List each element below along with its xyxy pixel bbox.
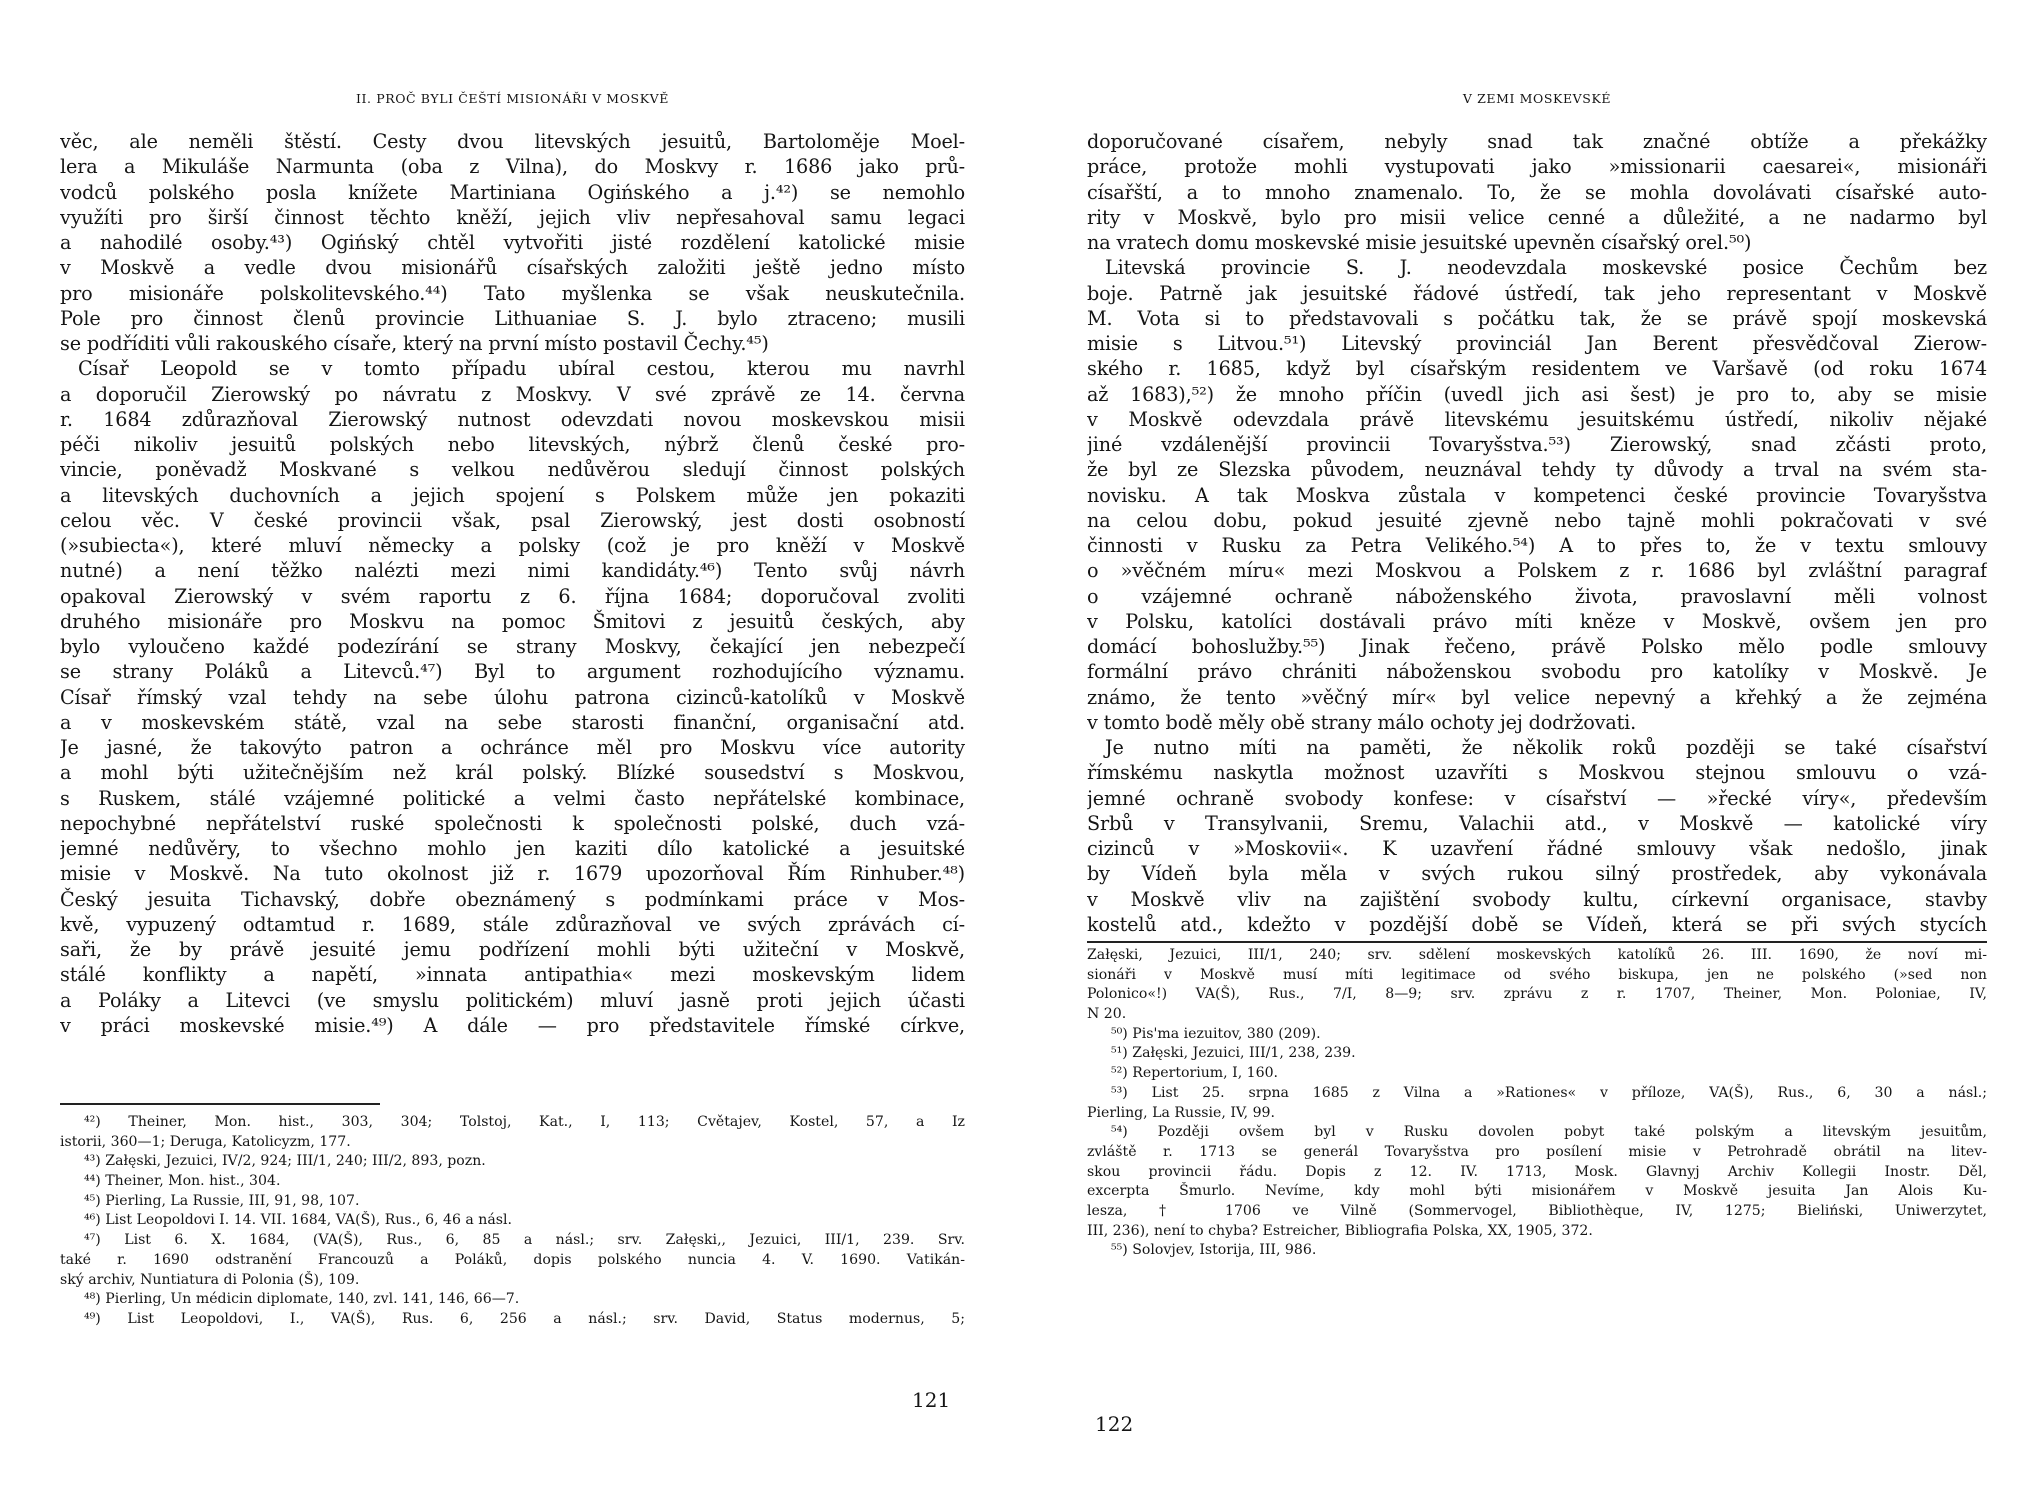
- left-text-line: Císař Leopold se v tomto případu ubíral cestou, kterou mu navrhl: [78, 357, 965, 381]
- left-footnotes: [60, 1113, 965, 1330]
- right-text-line: jiné vzdálenější provincii Tovaryšstva.⁵³) Zierowský, snad zčásti proto,: [1087, 433, 1987, 456]
- right-text-line: v Moskvě odevzdala právě litevskému jesuitskému ústředí, nikoliv nějaké: [1087, 407, 1987, 431]
- right-text-line: Srbů v Transylvanii, Sremu, Valachii atd., v Moskvě — katolické víry: [1087, 811, 1987, 835]
- right-text-line: formální právo chrániti náboženskou svobodu pro katolíky v Moskvě. Je: [1087, 660, 1987, 684]
- right-text-line: Litevská provincie S. J. neodevzdala moskevské posice Čechům bez: [1105, 256, 1987, 280]
- left-text-line: kvě, vypuzený odtamtud r. 1689, stále zdůrazňoval ve svých zprávách cí-: [60, 912, 965, 936]
- right-body-text: [1087, 129, 1987, 937]
- right-footnote-line: N 20.: [1087, 1006, 1127, 1023]
- left-footnote-line: ⁴⁴) Theiner, Mon. hist., 304.: [84, 1173, 281, 1190]
- left-text-line: pro misionáře polskolitevského.⁴⁴) Tato myšlenka se však neuskutečnila.: [60, 281, 965, 305]
- left-text-line: Císař římský vzal tehdy na sebe úlohu patrona cizinců-katolíků v Moskvě: [60, 685, 965, 709]
- left-footnote-line: ⁴²) Theiner, Mon. hist., 303, 304; Tolstoj, Kat., I, 113; Cvětajev, Kostel, 57, a Iz: [84, 1114, 965, 1130]
- right-text-line: o »věčném míru« mezi Moskvou a Polskem z r. 1686 byl zvláštní paragraf: [1087, 559, 1987, 583]
- right-text-line: v tomto bodě měly obě strany málo ochoty jej dodržovati.: [1087, 710, 1637, 734]
- right-text-line: novisku. A tak Moskva zůstala v kompetenci české provincie Tovaryšstva: [1087, 483, 1987, 507]
- left-text-line: a nahodilé osoby.⁴³) Ogińský chtěl vytvořiti jisté rozdělení katolické misie: [60, 231, 965, 254]
- left-text-line: saři, že by právě jesuité jemu podřízení mohli býti užiteční v Moskvě,: [60, 938, 965, 961]
- right-footnote-line: excerpta Šmurlo. Nevíme, kdy mohl býti misionářem v Moskvě jesuita Jan Alois Ku-: [1087, 1183, 1987, 1200]
- right-text-line: Je nutno míti na paměti, že několik roků později se také císařství: [1105, 736, 1987, 759]
- left-text-line: vincie, poněvadž Moskvané s velkou nedůvěrou sledují činnost polských: [60, 458, 965, 482]
- right-footnote-line: ⁵⁰) Pis'ma iezuitov, 380 (209).: [1111, 1025, 1321, 1042]
- right-page-number: 122: [1095, 1412, 1134, 1436]
- right-text-line: domácí bohoslužby.⁵⁵) Jinak řečeno, právě Polsko mělo podle smlouvy: [1087, 635, 1987, 658]
- right-text-line: známo, že tento »věčný mír« byl velice nepevný a křehký a že zejména: [1087, 685, 1987, 709]
- left-footnote-line: také r. 1690 odstranění Francouzů a Poláků, dopis polského nuncia 4. V. 1690. Vatikán-: [60, 1251, 965, 1268]
- left-text-line: v práci moskevské misie.⁴⁹) A dále — pro představitele římské církve,: [60, 1013, 965, 1037]
- left-footnote-line: ský archiv, Nuntiatura di Polonia (Š), 109.: [60, 1271, 360, 1288]
- right-text-line: boje. Patrně jak jesuitské řádové ústředí, tak jeho representant v Moskvě: [1087, 281, 1987, 305]
- right-text-line: ského r. 1685, když byl císařským residentem ve Varšavě (od roku 1674: [1087, 357, 1987, 381]
- left-text-line: celou věc. V české provincii však, psal Zierowský, jest dosti osobností: [60, 508, 965, 532]
- right-footnote-line: ⁵⁵) Solovjev, Istorija, III, 986.: [1111, 1242, 1317, 1259]
- right-text-line: M. Vota si to představovali s počátku tak, že se právě spojí moskevská: [1087, 306, 1987, 330]
- right-text-line: v Moskvě vliv na zajištění svobody kultu, církevní organisace, stavby: [1087, 887, 1987, 911]
- left-text-line: s Ruskem, stálé vzájemné politické a velmi často nepřátelské kombinace,: [60, 786, 965, 810]
- right-footnote-line: ⁵³) List 25. srpna 1685 z Vilna a »Rationes« v příloze, VA(Š), Rus., 6, 30 a násl.;: [1111, 1084, 1987, 1101]
- right-text-line: císařští, a to mnoho znamenalo. To, že se mohla dovolávati císařské auto-: [1087, 180, 1987, 204]
- right-footnote-line: Załęski, Jezuici, III/1, 240; srv. sdělení moskevských katolíků 26. III. 1690, že noví mi-: [1087, 947, 1987, 963]
- left-running-head: II. PROČ BYLI ČEŠTÍ MISIONÁŘI V MOSKVĚ: [355, 91, 670, 106]
- right-text-line: na vratech domu moskevské misie jesuitské upevněn císařský orel.⁵⁰): [1087, 231, 1752, 254]
- right-text-line: činnosti v Rusku za Petra Velikého.⁵⁴) A to přes to, že v textu smlouvy: [1087, 534, 1987, 557]
- left-text-line: se podříditi vůli rakouského císaře, který na první místo postavil Čechy.⁴⁵): [60, 332, 769, 355]
- left-text-line: Je jasné, že takovýto patron a ochránce měl pro Moskvu více autority: [60, 736, 965, 759]
- right-footnote-line: sionáři v Moskvě musí míti legitimace od svého biskupa, jen ne polského (»sed non: [1087, 966, 1987, 983]
- right-footnote-line: Polonico«!) VA(Š), Rus., 7/I, 8—9; srv. zprávu z r. 1707, Theiner, Mon. Poloniae, IV,: [1087, 986, 1987, 1003]
- left-text-line: a mohl býti užitečnějším než král polský. Blízké sousedství s Moskvou,: [60, 761, 965, 785]
- right-text-line: kostelů atd., kdežto v pozdější době se Vídeň, která se při svých stycích: [1087, 912, 1987, 936]
- left-text-line: misie v Moskvě. Na tuto okolnost již r. 1679 upozorňoval Řím Rinhuber.⁴⁸): [60, 862, 965, 886]
- right-footnote-line: Pierling, La Russie, IV, 99.: [1087, 1104, 1276, 1121]
- right-text-line: jemné ochraně svobody konfese: v císařství — »řecké víry«, především: [1087, 786, 1987, 810]
- left-text-line: péči nikoliv jesuitů polských nebo litevských, nýbrž členů české pro-: [60, 433, 965, 456]
- left-text-line: bylo vyloučeno každé podezírání se strany Moskvy, čekající jen nebezpečí: [60, 635, 965, 658]
- left-footnote-line: ⁴⁷) List 6. X. 1684, (VA(Š), Rus., 6, 85 a násl.; srv. Załęski,, Jezuici, III/1, 239. Srv.: [84, 1232, 965, 1249]
- left-text-line: druhého misionáře pro Moskvu na pomoc Šmitovi z jesuitů českých, aby: [60, 609, 965, 633]
- left-text-line: a doporučil Zierowský po návratu z Moskvy. V své zprávě ze 14. června: [60, 382, 965, 406]
- left-footnote-rule: [60, 1103, 380, 1105]
- left-text-line: a v moskevském státě, vzal na sebe starosti finanční, organisační atd.: [60, 710, 965, 734]
- right-footnotes: [1087, 946, 1987, 1261]
- right-text-line: by Vídeň byla měla v svých rukou silný prostředek, aby vykonávala: [1087, 862, 1987, 886]
- right-text-line: rity v Moskvě, bylo pro misii velice cenné a důležité, a ne nadarmo byl: [1087, 205, 1987, 229]
- left-text-line: a litevských duchovních a jejich spojení s Polskem může jen pokaziti: [60, 483, 965, 507]
- right-text-line: že byl ze Slezska původem, neuznával tehdy ty důvody a trval na svém sta-: [1087, 458, 1987, 482]
- right-text-line: doporučované císařem, nebyly snad tak značné obtíže a překážky: [1087, 130, 1987, 153]
- left-footnote-line: ⁴⁹) List Leopoldovi, I., VA(Š), Rus. 6, 256 a násl.; srv. David, Status modernus, 5;: [84, 1310, 965, 1327]
- left-footnote-line: istorii, 360—1; Deruga, Katolicyzm, 177.: [60, 1133, 351, 1150]
- right-footnote-line: ⁵¹) Załęski, Jezuici, III/1, 238, 239.: [1111, 1045, 1356, 1062]
- right-footnote-rule: [1087, 941, 1987, 943]
- right-text-line: práce, protože mohli vystupovati jako »missionarii caesarei«, misionáři: [1087, 155, 1987, 179]
- right-text-line: v Polsku, katolíci dostávali právo míti kněze v Moskvě, ovšem jen pro: [1087, 609, 1987, 633]
- left-text-line: a Poláky a Litevci (ve smyslu politickém) mluví jasně proti jejich účasti: [60, 988, 965, 1012]
- right-text-line: misie s Litvou.⁵¹) Litevský provinciál Jan Berent přesvědčoval Zierow-: [1087, 332, 1987, 355]
- left-footnote-line: ⁴⁵) Pierling, La Russie, III, 91, 98, 107.: [84, 1192, 360, 1209]
- left-footnote-line: ⁴³) Załęski, Jezuici, IV/2, 924; III/1, 240; III/2, 893, pozn.: [84, 1153, 486, 1170]
- left-text-line: r. 1684 zdůrazňoval Zierowský nutnost odevzdati novou moskevskou misii: [60, 407, 965, 431]
- left-text-line: v Moskvě a vedle dvou misionářů císařských založiti ještě jedno místo: [60, 256, 965, 280]
- right-footnote-line: lesza, † 1706 ve Vilně (Sommervogel, Bibliothèque, IV, 1275; Bieliński, Uniwerzytet,: [1087, 1202, 1987, 1219]
- left-text-line: stálé konflikty a napětí, »innata antipathia« mezi moskevským lidem: [60, 963, 965, 987]
- right-footnote-line: III, 236), není to chyba? Estreicher, Bibliografia Polska, XX, 1905, 372.: [1087, 1222, 1593, 1239]
- left-text-line: lera a Mikuláše Narmunta (oba z Vilna), do Moskvy r. 1686 jako prů-: [60, 155, 965, 179]
- left-text-line: využíti pro širší činnost těchto kněží, jejich vliv nepřesahoval samu legaci: [60, 205, 965, 229]
- right-footnote-line: ⁵⁴) Později ovšem byl v Rusku dovolen pobyt také polským a litevským jesuitům,: [1111, 1124, 1987, 1141]
- left-text-line: (»subiecta«), které mluví německy a polsky (což je pro kněží v Moskvě: [60, 534, 965, 557]
- right-page: [1087, 0, 1987, 1500]
- left-text-line: vodců polského posla knížete Martiniana Ogińského a j.⁴²) se nemohlo: [60, 180, 965, 204]
- left-text-line: nutné) a není těžko nalézti mezi nimi kandidáty.⁴⁶) Tento svůj návrh: [60, 559, 965, 583]
- right-text-line: až 1683),⁵²) že mnoho příčin (uvedl jich asi šest) je pro to, aby se misie: [1087, 382, 1987, 406]
- left-text-line: Český jesuita Tichavský, dobře obeznámený s podmínkami práce v Mos-: [60, 887, 965, 911]
- left-text-line: Pole pro činnost členů provincie Lithuaniae S. J. bylo ztraceno; musili: [60, 306, 965, 330]
- right-running-head: V ZEMI MOSKEVSKÉ: [1462, 91, 1612, 106]
- left-text-line: jemné nedůvěry, to všechno mohlo jen kaziti dílo katolické a jesuitské: [60, 837, 965, 860]
- right-text-line: na celou dobu, pokud jesuité zjevně nebo tajně mohli pokračovati v své: [1087, 508, 1987, 532]
- left-text-line: opakoval Zierowský v svém raportu z 6. října 1684; doporučoval zvoliti: [60, 584, 965, 608]
- right-footnote-line: ⁵²) Repertorium, I, 160.: [1111, 1065, 1279, 1082]
- right-text-line: římskému naskytla možnost uzavříti s Moskvou stejnou smlouvu o vzá-: [1087, 761, 1987, 785]
- right-text-line: cizinců v »Moskovii«. K uzavření řádné smlouvy však nedošlo, jinak: [1087, 837, 1987, 860]
- left-footnote-line: ⁴⁸) Pierling, Un médicin diplomate, 140, zvl. 141, 146, 66—7.: [84, 1291, 520, 1308]
- right-text-line: o vzájemné ochraně náboženského života, pravoslavní měli volnost: [1087, 584, 1987, 608]
- left-text-line: nepochybné nepřátelství ruské společnosti k společnosti polské, duch vzá-: [60, 811, 965, 835]
- right-footnote-line: skou provincii řádu. Dopis z 12. IV. 1713, Mosk. Glavnyj Archiv Kollegii Inostr. Děl,: [1087, 1163, 1987, 1180]
- right-footnote-line: zvláště r. 1713 se generál Tovaryšstva pro posílení misie v Petrohradě obrátil na litev-: [1087, 1143, 1987, 1160]
- left-footnote-line: ⁴⁶) List Leopoldovi I. 14. VII. 1684, VA(Š), Rus., 6, 46 a násl.: [84, 1212, 512, 1229]
- left-page: [60, 0, 965, 1500]
- left-text-line: se strany Poláků a Litevců.⁴⁷) Byl to argument rozhodujícího významu.: [60, 660, 965, 684]
- left-text-line: věc, ale neměli štěstí. Cesty dvou litevských jesuitů, Bartoloměje Moel-: [60, 130, 965, 153]
- left-body-text: [60, 129, 965, 1038]
- left-page-number: 121: [912, 1388, 951, 1412]
